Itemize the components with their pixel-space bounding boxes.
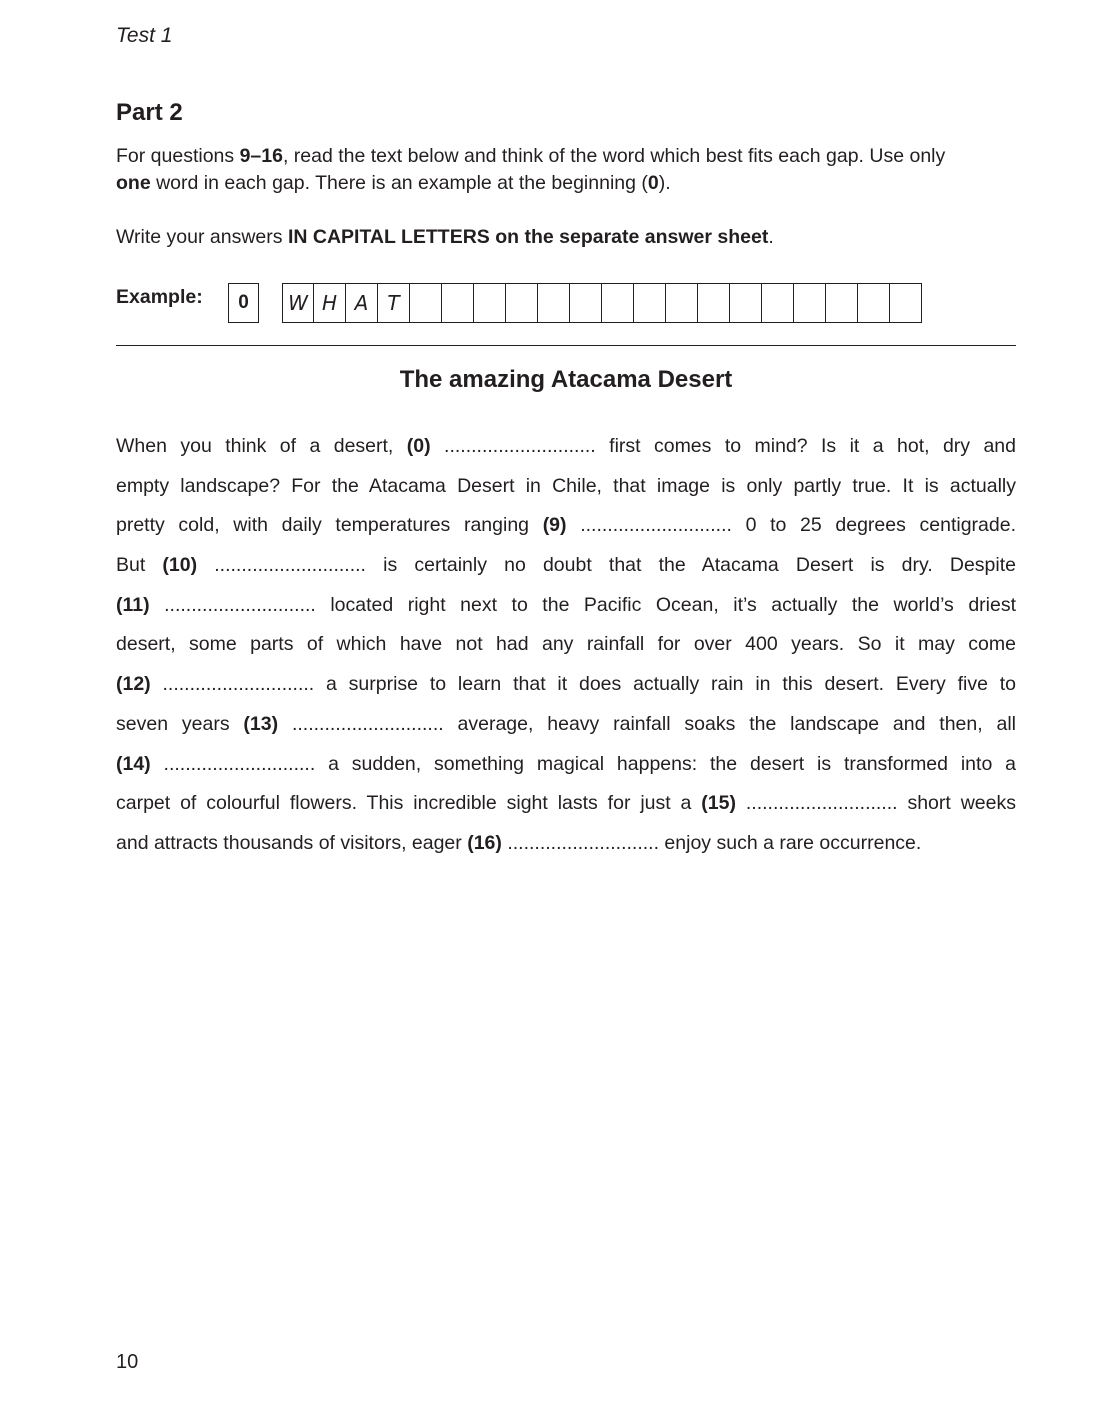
passage-text: average, heavy rainfall soaks the landscape and then, all <box>443 712 1017 735</box>
example-letter-box <box>538 283 570 323</box>
instructions-text: , read the text below and think of the word which best fits each gap. Use only <box>282 145 946 167</box>
instructions-text: For questions <box>116 145 240 167</box>
passage-text: and attracts thousands of visitors, eager <box>116 831 468 854</box>
passage-text: a surprise to learn that it does actually rain in this desert. Every five to <box>314 673 1016 696</box>
example-letter-box: W <box>282 283 314 323</box>
passage-text: first comes to mind? Is it a hot, dry and <box>595 435 1016 457</box>
answer-gap: ............................ <box>507 831 660 854</box>
example-answer-boxes <box>282 283 922 323</box>
example-letter-box <box>762 283 794 323</box>
example-letter-box <box>794 283 826 323</box>
example-number-box: 0 <box>228 283 259 323</box>
question-range: 9–16 <box>239 145 283 167</box>
passage-line <box>116 665 1016 705</box>
answer-gap: ............................ <box>162 673 315 696</box>
passage-line <box>116 824 1016 864</box>
gap-number: (0) <box>406 435 431 457</box>
example-letter-box <box>890 283 922 323</box>
example-letter-box <box>634 283 666 323</box>
example-letter-box: H <box>314 283 346 323</box>
example-letter-box <box>410 283 442 323</box>
passage-line <box>116 745 1016 785</box>
passage-text: pretty cold, with daily temperatures ranging <box>116 514 543 537</box>
passage-line <box>116 705 1016 745</box>
answer-instructions <box>116 224 1016 251</box>
passage-text: located right next to the Pacific Ocean, it’s actually the world’s driest <box>315 593 1016 616</box>
answer-gap: ............................ <box>164 593 316 616</box>
example-letter-box <box>602 283 634 323</box>
gap-number: (13) <box>243 712 279 735</box>
answer-gap: ............................ <box>444 435 596 457</box>
example-reference: 0 <box>647 172 659 194</box>
example-row <box>116 283 1016 325</box>
passage-line <box>116 506 1016 546</box>
example-letter-box <box>570 283 602 323</box>
divider <box>116 345 1016 346</box>
passage <box>116 427 1016 864</box>
passage-line <box>116 467 1016 507</box>
gap-number: (10) <box>162 554 198 577</box>
example-letter-box <box>474 283 506 323</box>
example-letter-box <box>442 283 474 323</box>
example-label: Example: <box>116 286 203 308</box>
answer-gap: ............................ <box>214 554 366 577</box>
passage-text: desert, some parts of which have not had any rainfall for over 400 years. So it may come <box>116 633 1016 656</box>
passage-text: 0 to 25 degrees centigrade. <box>731 514 1016 537</box>
passage-line <box>116 427 1016 467</box>
passage-text: a sudden, something magical happens: the desert is transformed into a <box>315 752 1016 775</box>
passage-line <box>116 625 1016 665</box>
instructions <box>116 143 1016 197</box>
gap-number: (11) <box>116 593 150 616</box>
answer-gap: ............................ <box>745 792 898 815</box>
gap-number: (9) <box>542 514 567 537</box>
passage-text: empty landscape? For the Atacama Desert in Chile, that image is only partly true. It is actually <box>116 474 1016 497</box>
example-letter-box: A <box>346 283 378 323</box>
example-letter-box <box>506 283 538 323</box>
gap-number: (15) <box>701 792 736 815</box>
passage-line <box>116 586 1016 626</box>
page-number: 10 <box>116 1351 139 1373</box>
passage-line <box>116 784 1016 824</box>
instructions-text: . <box>768 226 774 248</box>
answer-gap: ............................ <box>163 752 316 775</box>
instructions-emphasis: one <box>116 172 151 194</box>
example-letter-box <box>730 283 762 323</box>
passage-text: is certainly no doubt that the Atacama Desert is dry. Despite <box>365 554 1016 577</box>
passage-line <box>116 546 1016 586</box>
example-letter-box: T <box>378 283 410 323</box>
instructions-text: ). <box>658 172 671 194</box>
example-letter-box <box>666 283 698 323</box>
part-title: Part 2 <box>116 99 183 126</box>
running-head: Test 1 <box>116 24 173 47</box>
passage-text: short weeks <box>897 792 1016 815</box>
answer-gap: ............................ <box>291 712 444 735</box>
passage-text: carpet of colourful flowers. This incredible sight lasts for just a <box>116 792 702 815</box>
gap-number: (14) <box>116 752 151 775</box>
passage-text: seven years <box>116 712 244 735</box>
passage-text: But <box>116 554 163 577</box>
passage-text: When you think of a desert, <box>116 435 407 457</box>
example-letter-box <box>826 283 858 323</box>
gap-number: (12) <box>116 673 151 696</box>
answer-gap: ............................ <box>580 514 732 537</box>
instructions-emphasis: IN CAPITAL LETTERS on the separate answer sheet <box>287 226 769 248</box>
example-letter-box <box>858 283 890 323</box>
gap-number: (16) <box>467 831 502 854</box>
instructions-text: word in each gap. There is an example at the beginning ( <box>150 172 648 194</box>
example-letter-box <box>698 283 730 323</box>
instructions-text: Write your answers <box>116 226 288 248</box>
passage-text: enjoy such a rare occurrence. <box>659 831 922 854</box>
text-title: The amazing Atacama Desert <box>399 366 733 393</box>
